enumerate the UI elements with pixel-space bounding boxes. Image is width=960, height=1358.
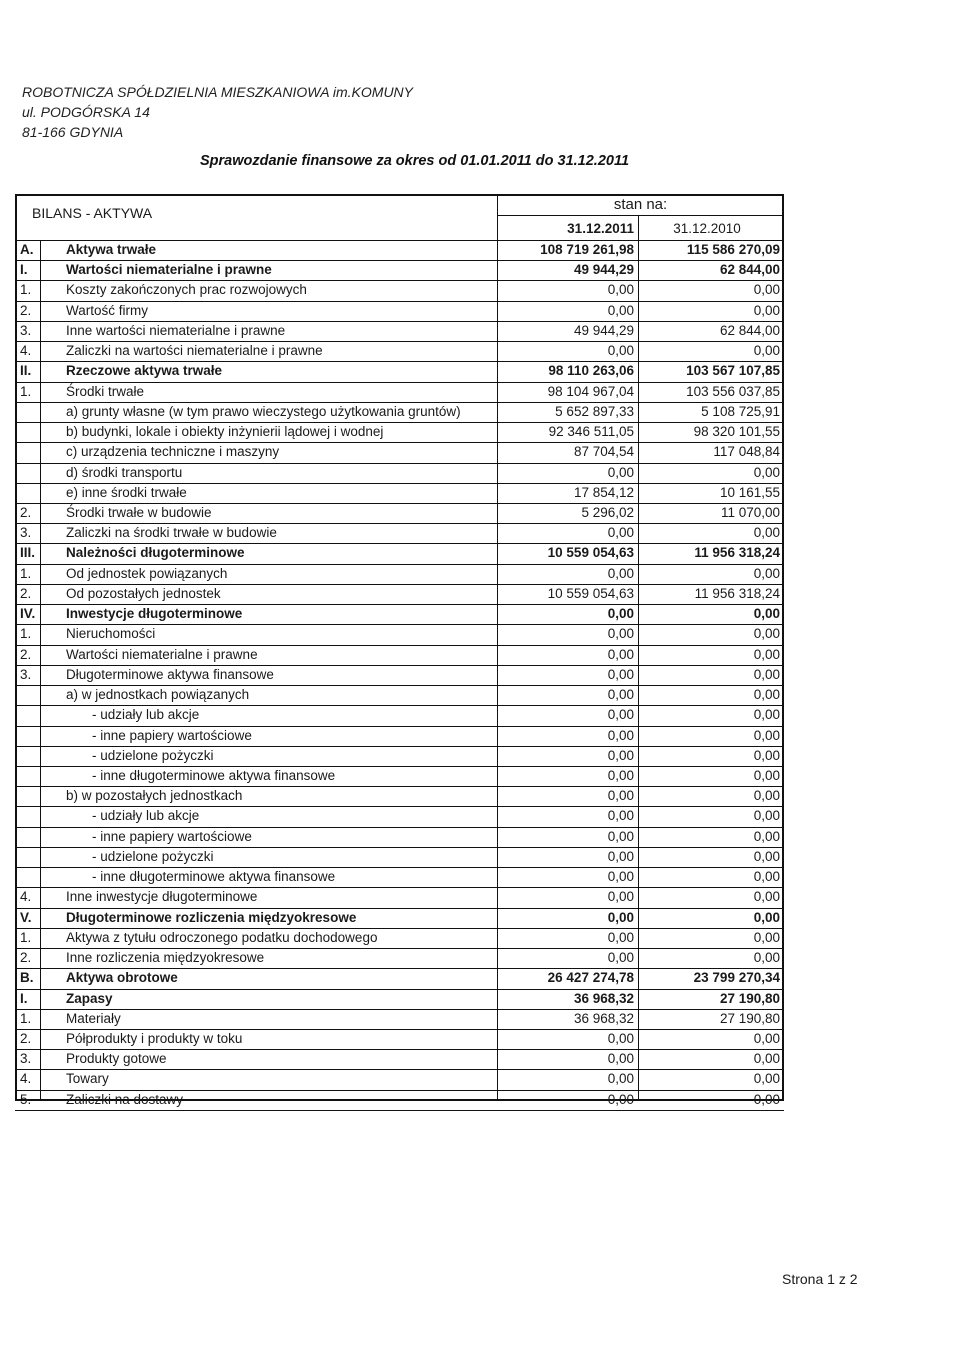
- row-divider: [15, 1090, 784, 1091]
- value-2011: 0,00: [607, 1051, 634, 1066]
- value-2010: 0,00: [753, 768, 780, 783]
- row-divider: [15, 422, 784, 423]
- row-divider: [15, 1029, 784, 1030]
- row-divider: [15, 928, 784, 929]
- value-2011: 0,00: [607, 748, 634, 763]
- row-number: 3.: [20, 323, 32, 338]
- row-label: c) urządzenia techniczne i maszyny: [66, 444, 280, 459]
- divider-label-column: [497, 194, 498, 1101]
- row-number: 5.: [20, 1092, 32, 1107]
- row-label: Od jednostek powiązanych: [66, 566, 228, 581]
- row-label: - inne długoterminowe aktywa finansowe: [92, 869, 336, 884]
- value-2010: 23 799 270,34: [693, 970, 780, 985]
- row-divider: [15, 887, 784, 888]
- row-label: e) inne środki trwałe: [66, 485, 187, 500]
- row-label: Długoterminowe rozliczenia międzyokresowe: [66, 910, 357, 925]
- value-2010: 0,00: [753, 788, 780, 803]
- value-2011: 36 968,32: [573, 1011, 634, 1026]
- value-2010: 115 586 270,09: [686, 242, 780, 257]
- row-label: - udzielone pożyczki: [92, 849, 214, 864]
- value-2011: 92 346 511,05: [548, 424, 634, 439]
- row-label: Nieruchomości: [66, 626, 156, 641]
- row-label: Rzeczowe aktywa trwałe: [66, 363, 223, 378]
- row-label: Środki trwałe: [66, 384, 145, 399]
- col-header-2011: 31.12.2011: [567, 221, 634, 236]
- value-2011: 108 719 261,98: [540, 242, 634, 257]
- row-divider: [15, 1049, 784, 1050]
- row-number: 2.: [20, 505, 32, 520]
- value-2010: 27 190,80: [719, 991, 780, 1006]
- row-number: 1.: [20, 930, 32, 945]
- value-2011: 0,00: [607, 626, 634, 641]
- value-2010: 117 048,84: [713, 444, 780, 459]
- value-2010: 0,00: [753, 1031, 780, 1046]
- value-2011: 0,00: [607, 343, 634, 358]
- value-2011: 5 296,02: [581, 505, 634, 520]
- row-number: 2.: [20, 1031, 32, 1046]
- value-2010: 0,00: [753, 282, 780, 297]
- value-2010: 0,00: [753, 950, 780, 965]
- row-number: III.: [20, 545, 36, 560]
- col-header-2010: 31.12.2010: [673, 221, 741, 236]
- value-2011: 0,00: [607, 910, 634, 925]
- row-divider: [15, 361, 784, 362]
- divider-header: [15, 240, 784, 241]
- value-2011: 98 110 263,06: [548, 363, 634, 378]
- value-2010: 0,00: [753, 1051, 780, 1066]
- value-2011: 5 652 897,33: [555, 404, 634, 419]
- row-number: I.: [20, 991, 28, 1006]
- row-label: Inne rozliczenia międzyokresowe: [66, 950, 265, 965]
- value-2011: 26 427 274,78: [547, 970, 634, 985]
- value-2010: 0,00: [753, 626, 780, 641]
- value-2010: 0,00: [753, 748, 780, 763]
- row-label: Materiały: [66, 1011, 121, 1026]
- row-divider: [15, 382, 784, 383]
- row-label: Zaliczki na dostawy: [66, 1092, 184, 1107]
- row-divider: [15, 645, 784, 646]
- value-2010: 0,00: [753, 728, 780, 743]
- row-divider: [15, 604, 784, 605]
- row-number: 1.: [20, 566, 32, 581]
- row-divider: [15, 908, 784, 909]
- row-number: 2.: [20, 950, 32, 965]
- row-number: IV.: [20, 606, 36, 621]
- value-2010: 98 320 101,55: [693, 424, 780, 439]
- row-divider: [15, 806, 784, 807]
- value-2011: 0,00: [607, 728, 634, 743]
- value-2010: 0,00: [753, 606, 780, 621]
- row-number: 4.: [20, 1071, 32, 1086]
- row-number: B.: [20, 970, 34, 985]
- row-label: Inwestycje długoterminowe: [66, 606, 243, 621]
- value-2011: 17 854,12: [573, 485, 634, 500]
- row-number: I.: [20, 262, 28, 277]
- value-2011: 0,00: [607, 889, 634, 904]
- row-number: 1.: [20, 282, 32, 297]
- row-label: Zapasy: [66, 991, 113, 1006]
- row-divider: [15, 705, 784, 706]
- value-2010: 0,00: [753, 465, 780, 480]
- row-divider: [15, 341, 784, 342]
- row-label: - inne papiery wartościowe: [92, 829, 252, 844]
- row-label: d) środki transportu: [66, 465, 183, 480]
- value-2010: 0,00: [753, 910, 780, 925]
- value-2011: 49 944,29: [573, 262, 634, 277]
- row-label: Inne inwestycje długoterminowe: [66, 889, 258, 904]
- value-2011: 0,00: [607, 687, 634, 702]
- report-title: Sprawozdanie finansowe za okres od 01.01.2011 do 31.12.2011: [200, 153, 630, 169]
- value-2010: 62 844,00: [719, 323, 780, 338]
- row-number: 1.: [20, 384, 32, 399]
- value-2010: 103 567 107,85: [686, 363, 780, 378]
- value-2011: 0,00: [607, 808, 634, 823]
- value-2010: 0,00: [753, 1071, 780, 1086]
- row-number: 1.: [20, 626, 32, 641]
- org-name: ROBOTNICZA SPÓŁDZIELNIA MIESZKANIOWA im.KOMUNY: [22, 84, 414, 100]
- row-label: - udziały lub akcje: [92, 707, 200, 722]
- row-divider: [15, 1110, 784, 1111]
- value-2010: 0,00: [753, 829, 780, 844]
- value-2011: 0,00: [607, 1031, 634, 1046]
- value-2011: 98 104 967,04: [547, 384, 634, 399]
- row-label: Wartości niematerialne i prawne: [66, 262, 272, 277]
- value-2011: 0,00: [607, 1071, 634, 1086]
- row-divider: [15, 847, 784, 848]
- value-2011: 0,00: [607, 282, 634, 297]
- value-2011: 0,00: [607, 606, 634, 621]
- row-divider: [15, 1009, 784, 1010]
- row-divider: [15, 442, 784, 443]
- value-2011: 0,00: [607, 829, 634, 844]
- row-label: b) budynki, lokale i obiekty inżynierii lądowej i wodnej: [66, 424, 384, 439]
- value-2010: 0,00: [753, 687, 780, 702]
- value-2010: 0,00: [753, 889, 780, 904]
- row-divider: [15, 584, 784, 585]
- value-2010: 0,00: [753, 525, 780, 540]
- row-label: Wartości niematerialne i prawne: [66, 647, 258, 662]
- org-street: ul. PODGÓRSKA 14: [22, 104, 150, 120]
- row-divider: [15, 483, 784, 484]
- row-divider: [15, 321, 784, 322]
- value-2011: 0,00: [607, 303, 634, 318]
- row-number: 2.: [20, 586, 32, 601]
- row-divider: [15, 766, 784, 767]
- row-label: - inne długoterminowe aktywa finansowe: [92, 768, 336, 783]
- row-divider: [15, 685, 784, 686]
- value-2010: 0,00: [753, 707, 780, 722]
- row-number: 2.: [20, 303, 32, 318]
- row-label: Należności długoterminowe: [66, 545, 245, 560]
- row-number: 4.: [20, 343, 32, 358]
- org-city: 81-166 GDYNIA: [22, 124, 124, 140]
- value-2011: 10 559 054,63: [547, 545, 634, 560]
- row-label: Towary: [66, 1071, 109, 1086]
- value-2010: 0,00: [753, 566, 780, 581]
- value-2011: 0,00: [607, 950, 634, 965]
- value-2010: 62 844,00: [719, 262, 780, 277]
- value-2011: 0,00: [607, 869, 634, 884]
- value-2011: 49 944,29: [573, 323, 634, 338]
- row-divider: [15, 523, 784, 524]
- value-2010: 0,00: [753, 303, 780, 318]
- row-number: 3.: [20, 525, 32, 540]
- value-2011: 10 559 054,63: [547, 586, 634, 601]
- row-number: 4.: [20, 889, 32, 904]
- value-2010: 0,00: [753, 849, 780, 864]
- value-2010: 11 070,00: [720, 505, 780, 520]
- row-label: Środki trwałe w budowie: [66, 505, 212, 520]
- row-divider: [15, 280, 784, 281]
- organization-header: [22, 82, 413, 142]
- value-2010: 0,00: [753, 869, 780, 884]
- value-2010: 10 161,55: [719, 485, 780, 500]
- row-number: V.: [20, 910, 32, 925]
- row-divider: [15, 786, 784, 787]
- row-number: 2.: [20, 647, 32, 662]
- row-label: - udzielone pożyczki: [92, 748, 214, 763]
- row-divider: [15, 503, 784, 504]
- row-number: 1.: [20, 1011, 32, 1026]
- value-2011: 0,00: [607, 1092, 634, 1107]
- row-label: Zaliczki na wartości niematerialne i prawne: [66, 343, 323, 358]
- row-label: Aktywa trwałe: [66, 242, 157, 257]
- row-label: Aktywa z tytułu odroczonego podatku dochodowego: [66, 930, 378, 945]
- row-divider: [15, 543, 784, 544]
- value-2010: 27 190,80: [719, 1011, 780, 1026]
- value-2011: 0,00: [607, 525, 634, 540]
- table-section-title: BILANS - AKTYWA: [32, 205, 153, 221]
- value-2011: 87 704,54: [573, 444, 634, 459]
- value-2011: 0,00: [607, 849, 634, 864]
- value-2011: 0,00: [607, 768, 634, 783]
- value-2010: 11 956 318,24: [694, 586, 780, 601]
- value-2011: 0,00: [607, 930, 634, 945]
- row-number: 3.: [20, 1051, 32, 1066]
- row-divider: [15, 746, 784, 747]
- row-divider: [15, 1069, 784, 1070]
- stan-na-label: stan na:: [613, 196, 668, 213]
- row-label: Zaliczki na środki trwałe w budowie: [66, 525, 277, 540]
- value-2011: 36 968,32: [573, 991, 634, 1006]
- row-divider: [15, 564, 784, 565]
- row-label: Długoterminowe aktywa finansowe: [66, 667, 274, 682]
- row-label: Produkty gotowe: [66, 1051, 167, 1066]
- row-label: a) grunty własne (w tym prawo wieczystego użytkowania gruntów): [66, 404, 461, 419]
- row-label: Wartość firmy: [66, 303, 148, 318]
- row-divider: [15, 989, 784, 990]
- divider-stan-na: [497, 215, 784, 216]
- value-2011: 0,00: [607, 647, 634, 662]
- value-2010: 0,00: [753, 343, 780, 358]
- row-divider: [15, 624, 784, 625]
- value-2010: 0,00: [753, 808, 780, 823]
- row-label: Półprodukty i produkty w toku: [66, 1031, 243, 1046]
- row-label: - inne papiery wartościowe: [92, 728, 252, 743]
- page-number: Strona 1 z 2: [782, 1271, 858, 1287]
- divider-number-column: [40, 240, 41, 1101]
- row-label: Od pozostałych jednostek: [66, 586, 221, 601]
- row-divider: [15, 260, 784, 261]
- row-label: Inne wartości niematerialne i prawne: [66, 323, 286, 338]
- row-divider: [15, 867, 784, 868]
- row-divider: [15, 948, 784, 949]
- value-2011: 0,00: [607, 707, 634, 722]
- value-2010: 0,00: [753, 667, 780, 682]
- value-2010: 0,00: [753, 647, 780, 662]
- row-divider: [15, 463, 784, 464]
- value-2011: 0,00: [607, 465, 634, 480]
- row-number: II.: [20, 363, 32, 378]
- value-2010: 5 108 725,91: [701, 404, 780, 419]
- row-label: b) w pozostałych jednostkach: [66, 788, 243, 803]
- row-number: A.: [20, 242, 34, 257]
- row-divider: [15, 726, 784, 727]
- value-2011: 0,00: [607, 566, 634, 581]
- row-divider: [15, 968, 784, 969]
- row-divider: [15, 827, 784, 828]
- row-divider: [15, 301, 784, 302]
- value-2011: 0,00: [607, 667, 634, 682]
- value-2010: 0,00: [753, 930, 780, 945]
- row-label: a) w jednostkach powiązanych: [66, 687, 250, 702]
- value-2010: 0,00: [753, 1092, 780, 1107]
- value-2010: 103 556 037,85: [686, 384, 780, 399]
- row-number: 3.: [20, 667, 32, 682]
- row-divider: [15, 402, 784, 403]
- row-label: - udziały lub akcje: [92, 808, 200, 823]
- row-label: Koszty zakończonych prac rozwojowych: [66, 282, 307, 297]
- value-2010: 11 956 318,24: [694, 545, 780, 560]
- row-divider: [15, 665, 784, 666]
- row-label: Aktywa obrotowe: [66, 970, 178, 985]
- value-2011: 0,00: [607, 788, 634, 803]
